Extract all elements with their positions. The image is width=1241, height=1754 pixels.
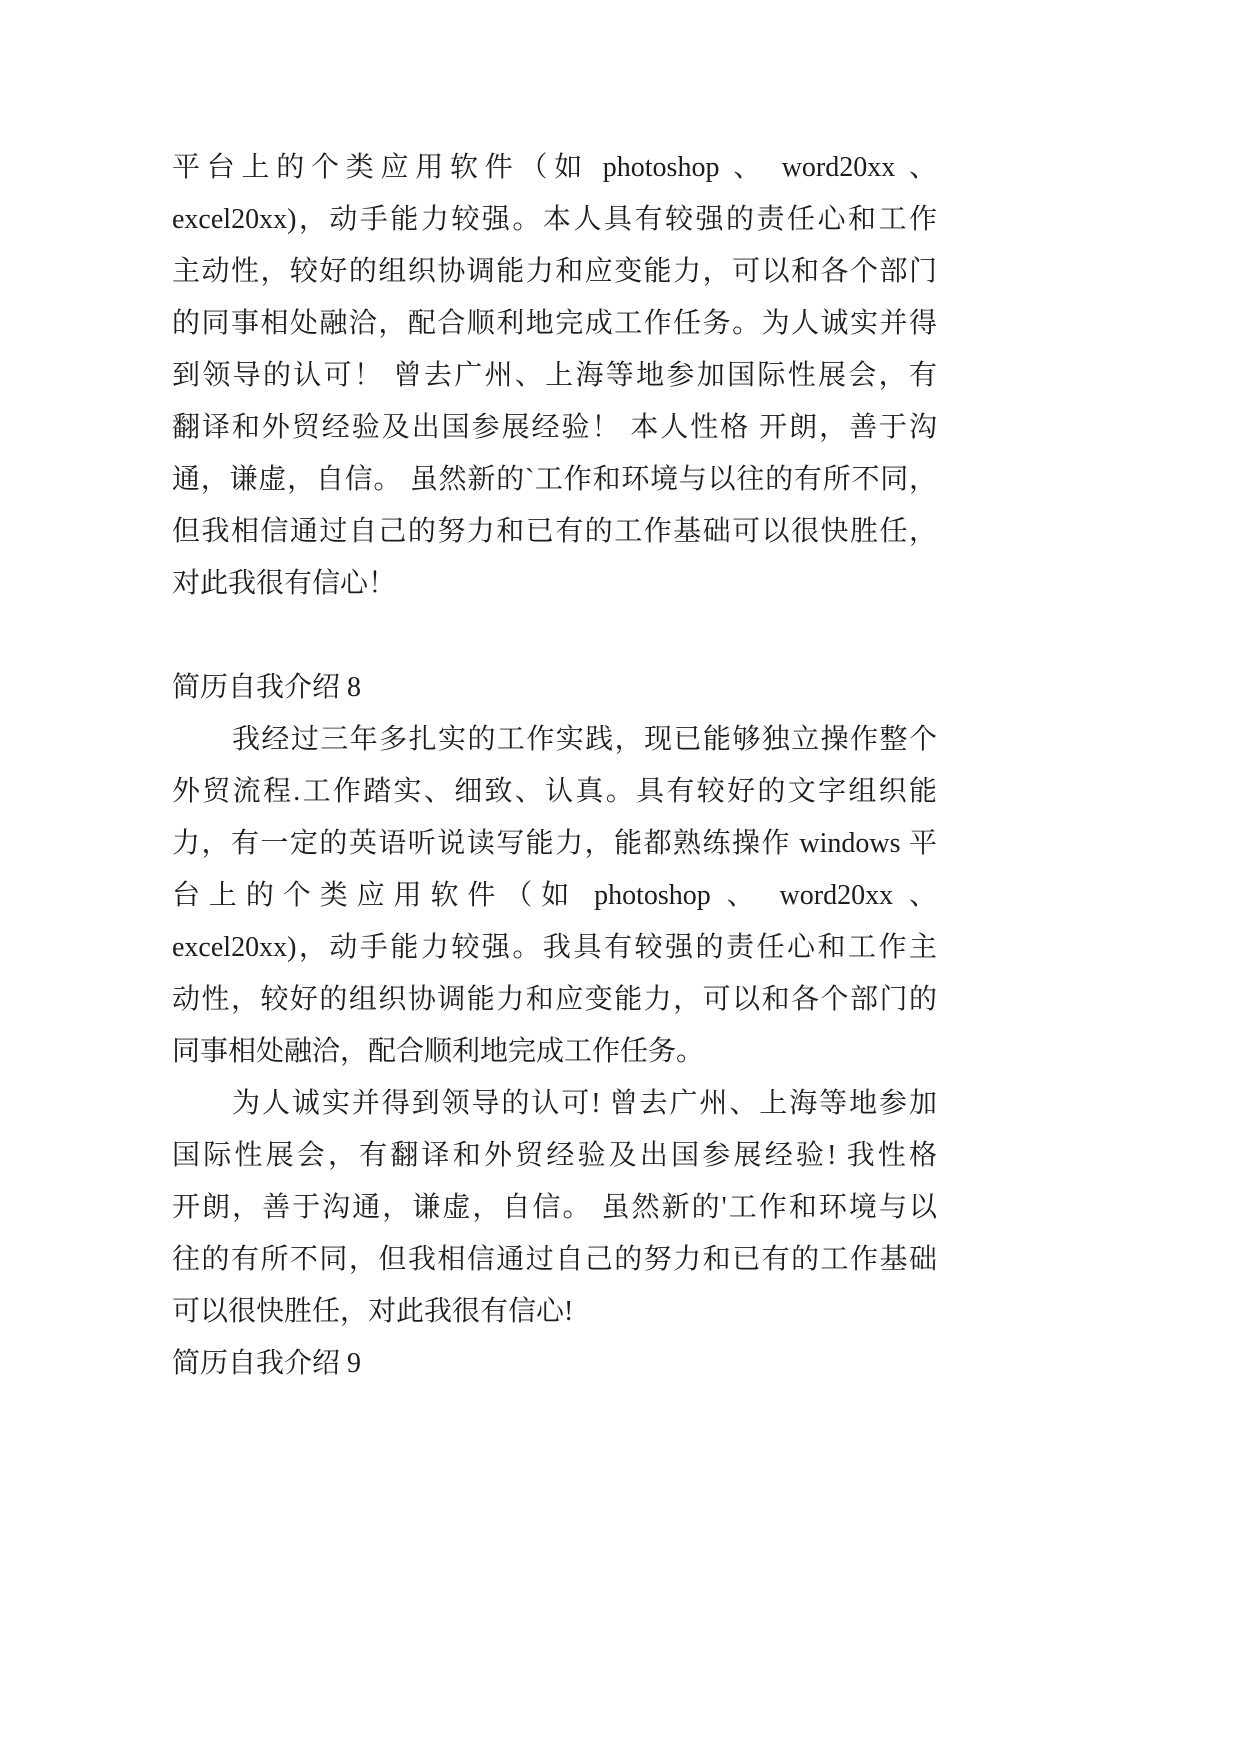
text-line: 外贸流程.工作踏实、细致、认真。具有较好的文字组织能 — [172, 776, 937, 807]
section-heading: 简历自我介绍 8 — [172, 672, 362, 703]
text-line: 开朗，善于沟通，谦虚，自信。 虽然新的'工作和环境与以 — [172, 1192, 937, 1223]
document-body — [172, 142, 937, 1390]
text-line: 通，谦虚，自信。 虽然新的`工作和环境与以往的有所不同， — [172, 464, 937, 495]
text-line: 为人诚实并得到领导的认可! 曾去广州、上海等地参加 — [232, 1088, 937, 1119]
text-line: 的同事相处融洽，配合顺利地完成工作任务。为人诚实并得 — [172, 308, 937, 339]
text-line: 往的有所不同，但我相信通过自己的努力和已有的工作基础 — [172, 1244, 937, 1275]
text-line: 同事相处融洽，配合顺利地完成工作任务。 — [172, 1036, 705, 1067]
text-line: 力，有一定的英语听说读写能力，能都熟练操作 windows 平 — [172, 828, 937, 859]
text-line: 平台上的个类应用软件（如 photoshop 、 word20xx 、 — [172, 152, 937, 183]
text-line: 主动性，较好的组织协调能力和应变能力，可以和各个部门 — [172, 256, 937, 287]
text-line: excel20xx)，动手能力较强。本人具有较强的责任心和工作 — [172, 204, 937, 235]
text-line: 到领导的认可！ 曾去广州、上海等地参加国际性展会，有 — [172, 360, 937, 391]
text-line: 翻译和外贸经验及出国参展经验！ 本人性格 开朗，善于沟 — [172, 412, 937, 443]
text-line: 但我相信通过自己的努力和已有的工作基础可以很快胜任， — [172, 516, 937, 547]
text-line: 对此我很有信心！ — [172, 568, 397, 599]
text-line: 动性，较好的组织协调能力和应变能力，可以和各个部门的 — [172, 984, 937, 1015]
text-line: 可以很快胜任，对此我很有信心! — [172, 1296, 574, 1327]
text-line: excel20xx)，动手能力较强。我具有较强的责任心和工作主 — [172, 932, 937, 963]
text-line: 我经过三年多扎实的工作实践，现已能够独立操作整个 — [232, 724, 937, 755]
text-line: 台上的个类应用软件（如 photoshop 、 word20xx 、 — [172, 880, 937, 911]
text-line: 国际性展会，有翻译和外贸经验及出国参展经验! 我性格 — [172, 1140, 937, 1171]
section-heading: 简历自我介绍 9 — [172, 1348, 362, 1379]
paragraph-spacer — [172, 610, 937, 662]
